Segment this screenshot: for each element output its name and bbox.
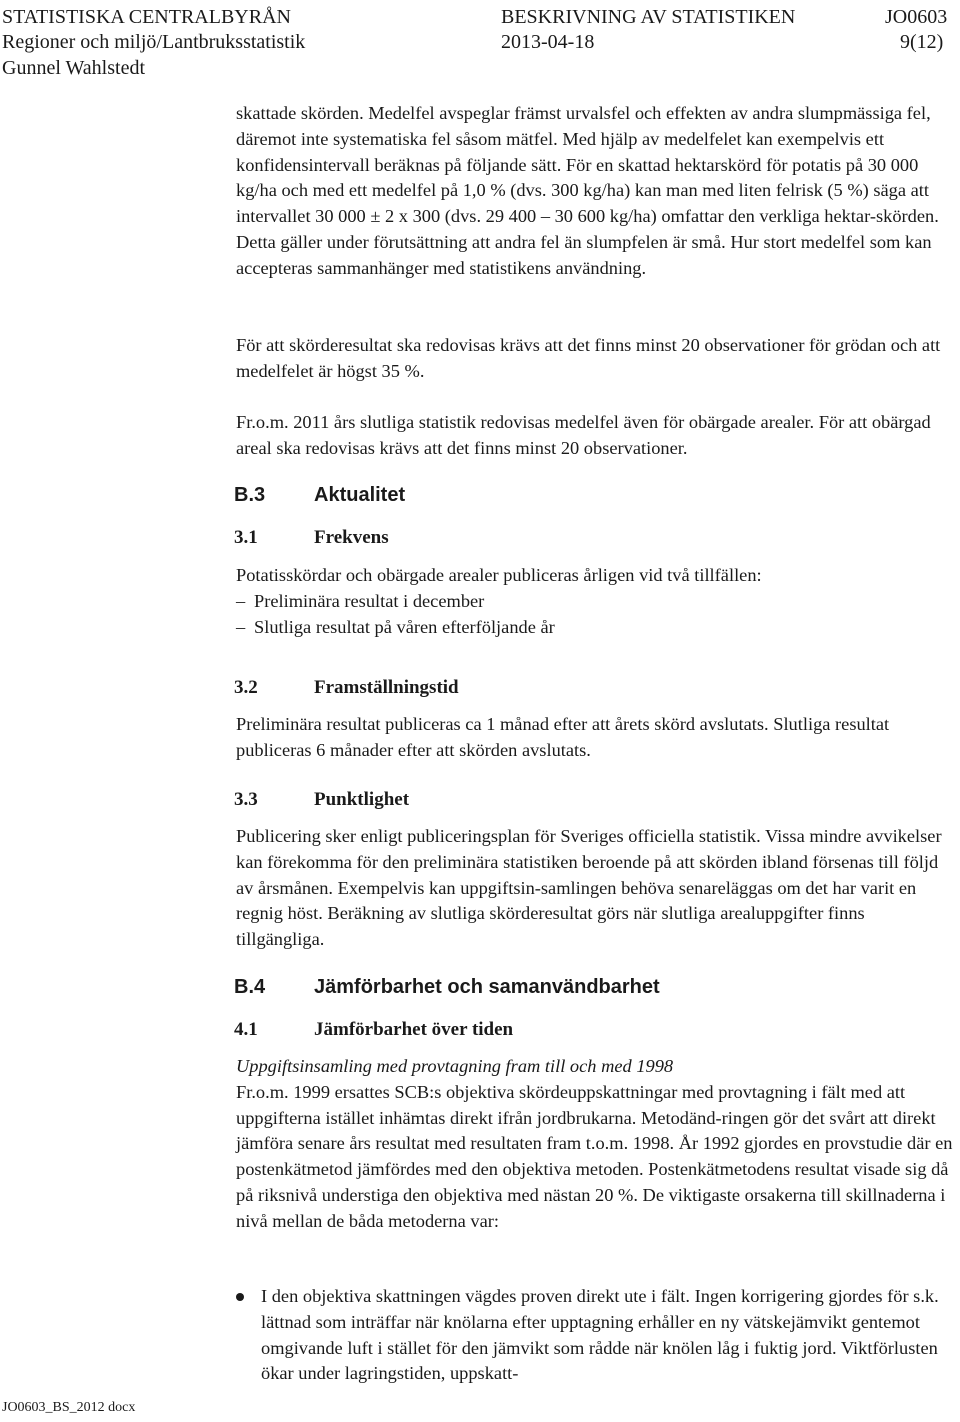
bullet-icon [236, 1293, 244, 1301]
paragraph-text: Potatisskördar och obärgade arealer publiceras årligen vid två tillfällen: [236, 565, 762, 585]
header-doc-code: JO0603 [885, 6, 948, 28]
section-number: B.3 [234, 484, 266, 506]
section-title: Framställningstid [314, 677, 459, 698]
section-title: Jämförbarhet över tiden [314, 1019, 514, 1040]
paragraph-text: skattade skörden. Medelfel avspeglar främst urvalsfel och effekten av andra slumpmässiga fel, däremot inte systematiska fel såsom mätfel. Med hjälp av medelfelet kan exempelvis ett konfidensintervall beräknas på följande sätt. För en skattad hektarskörd för potatis på 30 000 kg/ha och med ett medelfel på 1,0 % (dvs. 300 kg/ha) kan man med liten felrisk (5 %) säga att intervallet 30 000 ± 2 x 300 (dvs. 29 400 – 30 600 kg/ha) omfattar den verkliga hektar-skörden. Detta gäller under förutsättning att andra fel än slumpfelen är små. Hur stort medelfel som kan accepteras sammanhänger med statistikens användning. [236, 103, 939, 278]
header-author: Gunnel Wahlstedt [2, 57, 145, 79]
section-number: 3.2 [234, 677, 258, 698]
paragraph-unharvested-area [236, 410, 954, 462]
section-title: Jämförbarhet och samanvändbarhet [314, 976, 660, 998]
section-number: 4.1 [234, 1019, 258, 1040]
paragraph-punctuality [236, 824, 954, 953]
paragraph-frequency [236, 563, 954, 640]
section-number: B.4 [234, 976, 266, 998]
paragraph-reporting-requirements [236, 333, 954, 385]
header-date: 2013-04-18 [501, 31, 595, 53]
italic-subheading-text: Uppgiftsinsamling med provtagning fram till och med 1998 [236, 1056, 674, 1076]
paragraph-confidence-interval [236, 101, 954, 282]
paragraph-text: Publicering sker enligt publiceringsplan för Sveriges officiella statistik. Vissa mindre avvikelser kan förekomma för den preliminära statistiken beroende på att skörden ibland försenas till följd av årsmånen. Exempelvis kan uppgiftsin-samlingen behöva senareläggas om det har varit en regnig höst. Beräkning av slutliga skörderesultat görs när slutliga arealuppgifter finns tillgängliga. [236, 826, 942, 950]
section-number: 3.1 [234, 527, 258, 548]
section-title: Punktlighet [314, 789, 410, 810]
header-department: Regioner och miljö/Lantbruksstatistik [2, 31, 306, 53]
header-page-number: 9(12) [900, 31, 944, 53]
section-title: Aktualitet [314, 484, 406, 506]
section-title: Frekvens [314, 527, 389, 548]
page-footer: JO0603_BS_2012 docx [2, 1400, 136, 1415]
section-number: 3.3 [234, 789, 258, 810]
header-doc-type: BESKRIVNING AV STATISTIKEN [501, 6, 796, 28]
header-org: STATISTISKA CENTRALBYRÅN [2, 6, 291, 28]
paragraph-production-time [236, 712, 954, 764]
paragraph-text: Fr.o.m. 2011 års slutliga statistik redovisas medelfel även för obärgade arealer. För att obärgad areal ska redovisas krävs att det finns minst 20 observationer. [236, 412, 931, 458]
paragraph-text: Fr.o.m. 1999 ersattes SCB:s objektiva skördeuppskattningar med provtagning i fält med att uppgifterna istället inhämtas direkt ifrån jordbrukarna. Metodänd-ringen gör det svårt att direkt jämföra senare års resultat med resultaten fram t.o.m. 1998. År 1992 gjordes en provstudie där en postenkätmetod jämfördes med den objektiva metoden. Postenkätmetodens resultat visade sig då på riksnivå understiga den objektiva med nästan 20 %. De viktigaste orsakerna till skillnaderna i nivå mellan de båda metoderna var: [236, 1081, 953, 1231]
list-item: – Preliminära resultat i december [236, 589, 954, 615]
subheading-italic [236, 1054, 954, 1080]
bullet-text: I den objektiva skattningen vägdes proven direkt ute i fält. Ingen korrigering gjordes för s.k. lättnad som inträffar när knölarna efter upptagning erhåller en ny vätskejämvikt gentemot omgivande luft i stället för den jämvikt som rådde när knölen låg i fuktig jord. Viktförlusten ökar under lagringstiden, uppskatt- [261, 1286, 939, 1384]
paragraph-text: För att skörderesultat ska redovisas krävs att det finns minst 20 observationer för grödan och att medelfelet är högst 35 %. [236, 335, 941, 381]
list-item: – Slutliga resultat på våren efterföljande år [236, 615, 954, 641]
paragraph-comparability [236, 1054, 954, 1235]
paragraph-text: Preliminära resultat publiceras ca 1 månad efter att årets skörd avslutats. Slutliga resultat publiceras 6 månader efter att skörden avslutats. [236, 714, 890, 760]
